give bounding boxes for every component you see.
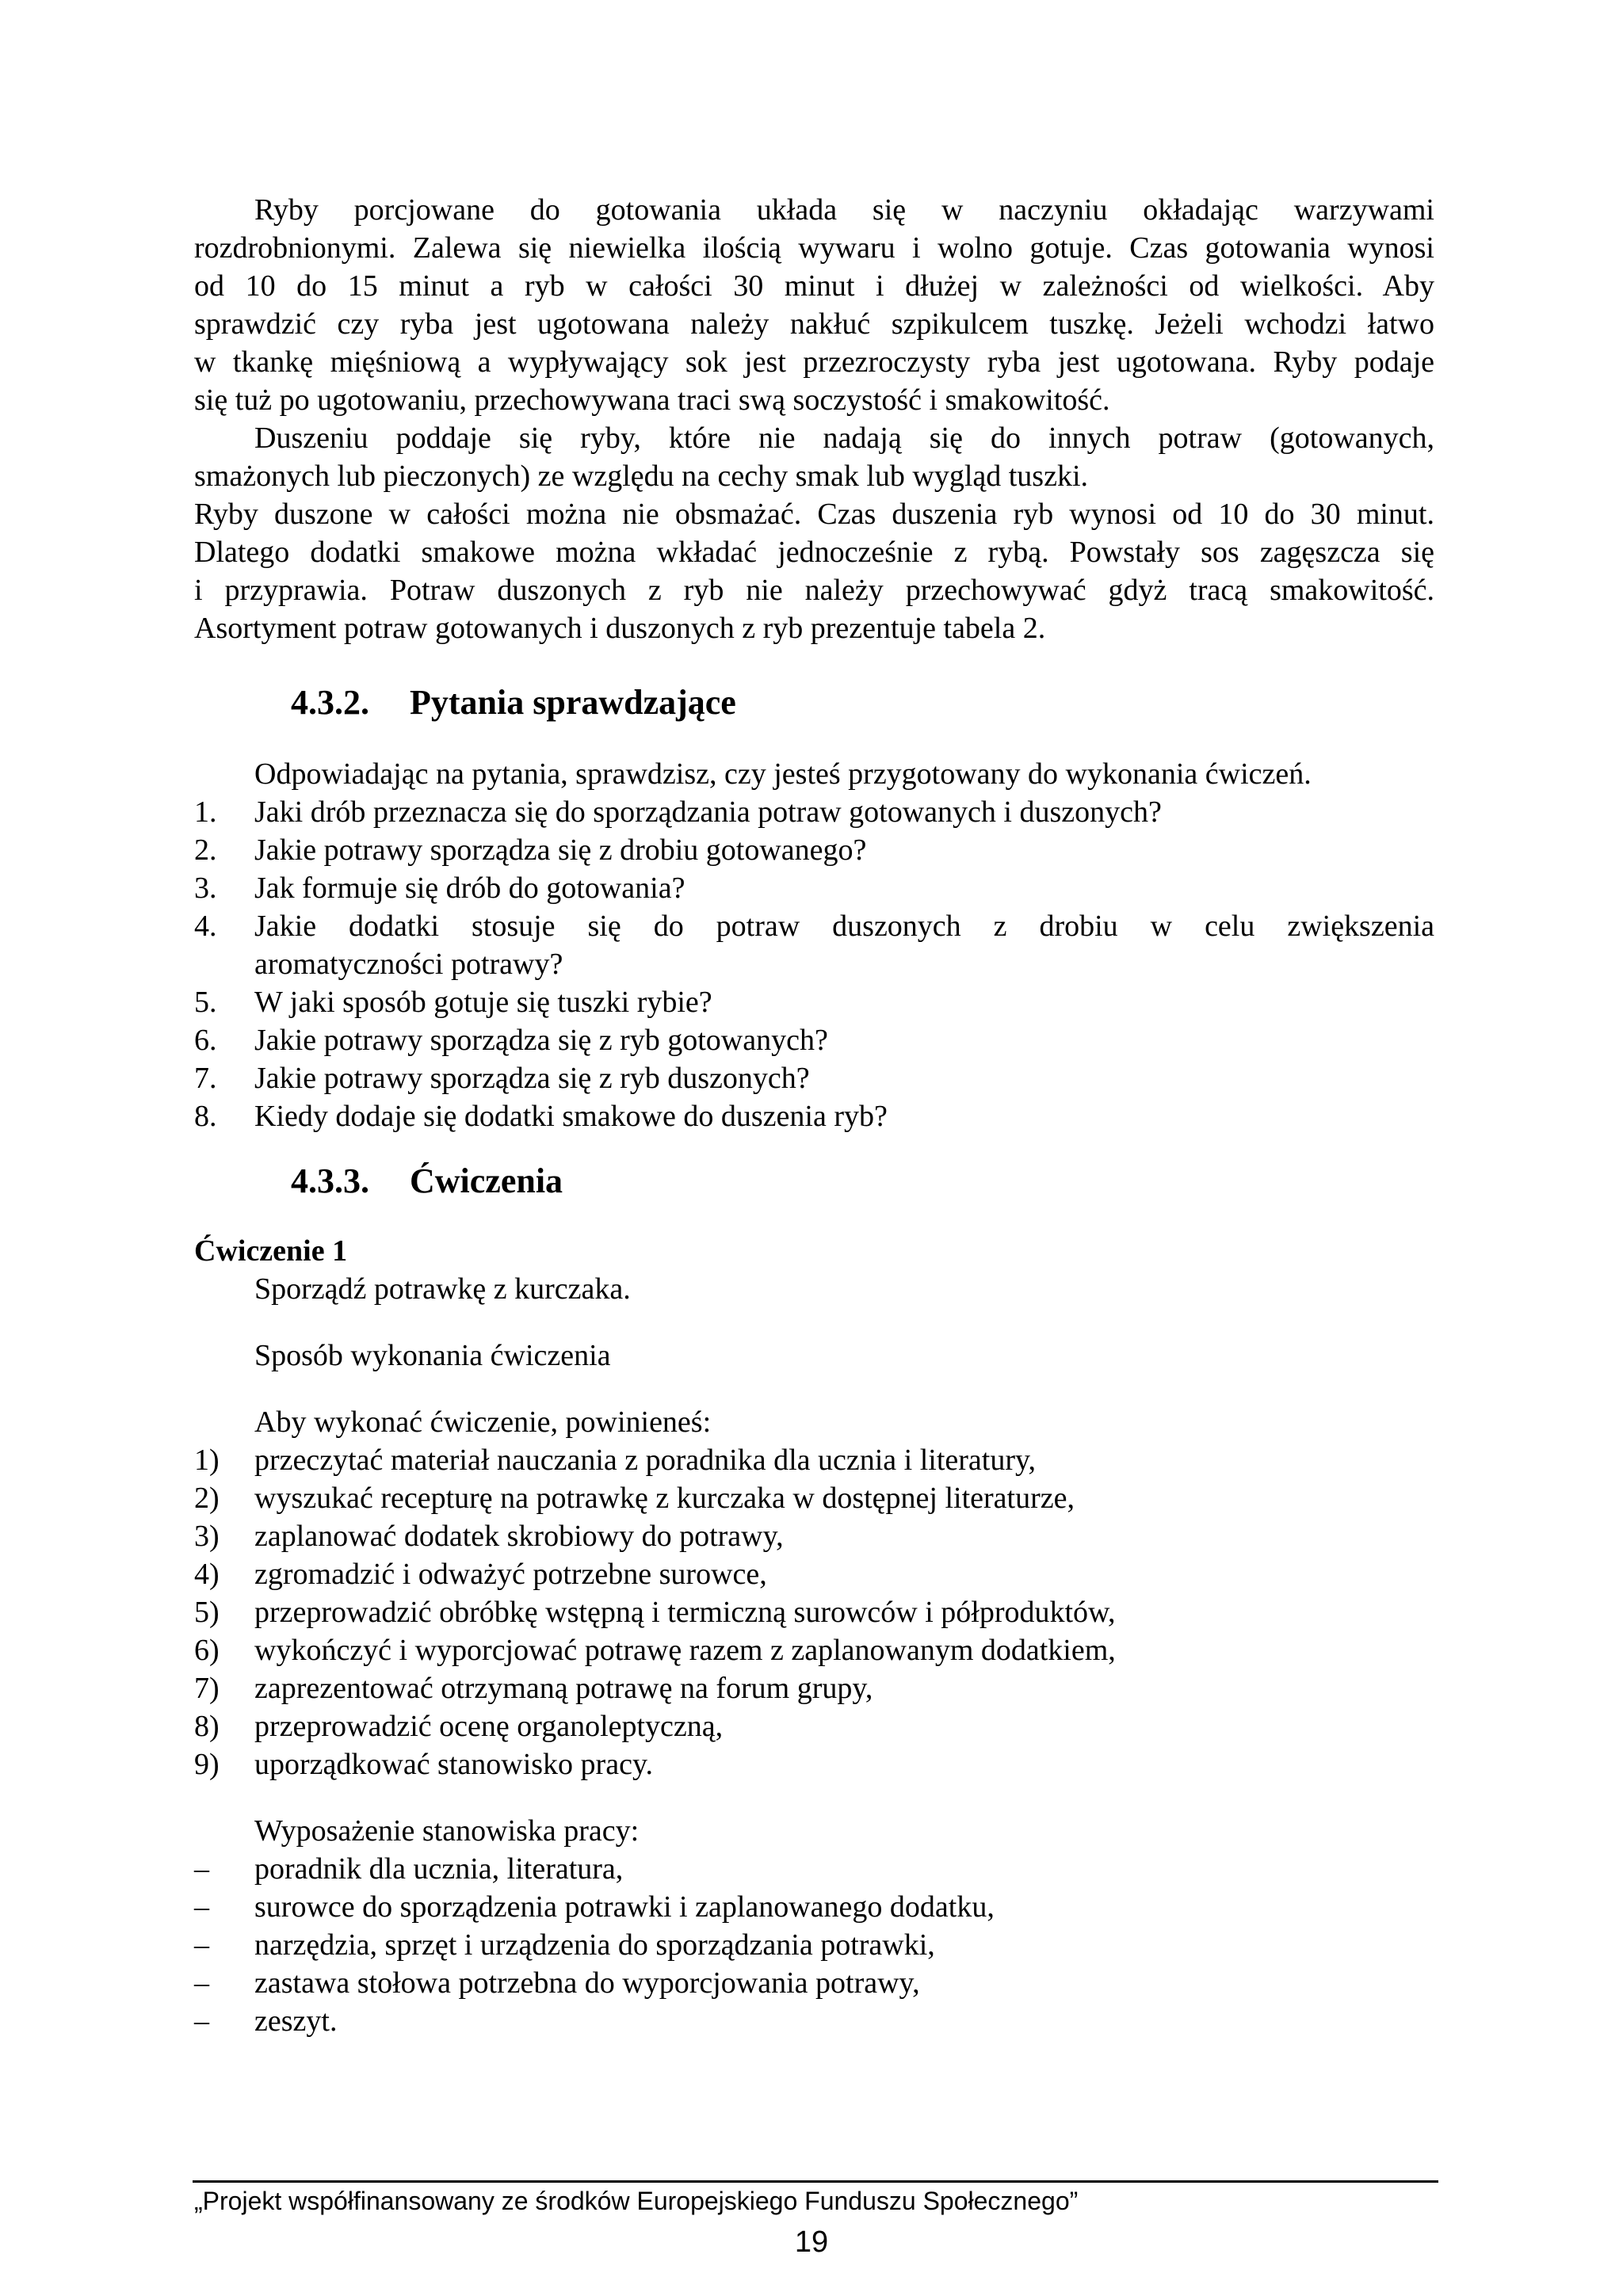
list-text: wykończyć i wyporcjować potrawę razem z zaplanowanym dodatkiem, [254,1634,1116,1667]
list-text: poradnik dla ucznia, literatura, [254,1852,624,1886]
list-item [194,1850,1434,1888]
list-item [194,983,1434,1021]
exercise-title: Ćwiczenie 1 [194,1234,348,1268]
list-item [194,831,1434,869]
intro-paragraph-2 [194,419,1434,495]
list-text: przeprowadzić ocenę organoleptyczną, [254,1710,724,1743]
list-text: zeszyt. [254,2004,338,2038]
list-marker: 8. [194,1100,217,1133]
dash-marker: – [194,1966,209,2000]
footer-divider [193,2180,1438,2183]
list-item [194,1631,1434,1669]
list-text: Jakie potrawy sporządza się z ryb duszonych? [254,1062,810,1095]
list-marker: 3. [194,871,217,905]
list-text: zaprezentować otrzymaną potrawę na forum grupy, [254,1672,873,1705]
list-item [194,1555,1434,1593]
list-item [194,2002,1434,2040]
list-marker: 1. [194,795,217,829]
list-item [194,1021,1434,1059]
list-text-line: Jakie dodatki stosuje się do potraw duszonych z drobiu w celu zwiększenia [254,910,1434,943]
text-line: sprawdzić czy ryba jest ugotowana należy nakłuć szpikulcem tuszkę. Jeżeli wchodzi łatwo [194,307,1434,341]
list-item [194,1517,1434,1555]
list-item [194,869,1434,907]
section-heading-433 [291,1159,1434,1203]
list-text-line: aromatyczności potrawy? [254,948,563,981]
list-marker: 2) [194,1482,220,1515]
footer-text: „Projekt współfinansowany ze środków Europejskiego Funduszu Społecznego” [194,2187,1079,2215]
list-marker: 3) [194,1520,220,1553]
text-line: smażonych lub pieczonych) ze względu na cechy smak lub wygląd tuszki. [194,460,1089,493]
page-content [194,191,1434,2040]
list-item [194,1964,1434,2002]
list-text: zgromadzić i odważyć potrzebne surowce, [254,1558,767,1591]
list-item [194,1097,1434,1135]
steps-list [194,1441,1434,1783]
list-text: zaplanować dodatek skrobiowy do potrawy, [254,1520,784,1553]
list-item [194,1479,1434,1517]
list-marker: 6) [194,1634,220,1667]
list-text: zastawa stołowa potrzebna do wyporcjowania potrawy, [254,1966,920,2000]
section-title: Pytania sprawdzające [410,683,736,722]
list-text: surowce do sporządzenia potrawki i zaplanowanego dodatku, [254,1890,995,1924]
list-text: Jakie potrawy sporządza się z drobiu gotowanego? [254,833,867,867]
list-text [254,907,1434,983]
list-marker: 5) [194,1596,220,1629]
exercise-task: Sporządź potrawkę z kurczaka. [254,1272,631,1306]
section-number: 4.3.2. [291,683,369,722]
dash-marker: – [194,2004,209,2038]
equipment-list [194,1850,1434,2040]
section-title: Ćwiczenia [410,1161,563,1200]
dash-marker: – [194,1852,209,1886]
text-line: w tkankę mięśniową a wypływający sok jest przezroczysty ryba jest ugotowana. Ryby podaje [194,345,1434,379]
text-line: od 10 do 15 minut a ryb w całości 30 minut i dłużej w zależności od wielkości. Aby [194,269,1434,303]
list-marker: 8) [194,1710,220,1743]
dash-marker: – [194,1928,209,1962]
list-text: przeprowadzić obróbkę wstępną i termiczną surowców i półproduktów, [254,1596,1116,1629]
list-marker: 9) [194,1748,220,1781]
list-marker: 1) [194,1444,220,1477]
text-line: się tuż po ugotowaniu, przechowywana traci swą soczystość i smakowitość. [194,383,1110,417]
list-item [194,1059,1434,1097]
questions-list [194,793,1434,1135]
list-item [194,1926,1434,1964]
steps-lead: Aby wykonać ćwiczenie, powinieneś: [254,1405,712,1439]
list-marker: 2. [194,833,217,867]
list-item [194,1707,1434,1745]
list-marker: 7) [194,1672,220,1705]
list-text: Jak formuje się drób do gotowania? [254,871,685,905]
text-line: i przyprawia. Potraw duszonych z ryb nie należy przechowywać gdyż tracą smakowitość. [194,574,1434,607]
list-item [194,1669,1434,1707]
text-line: Asortyment potraw gotowanych i duszonych z ryb prezentuje tabela 2. [194,612,1046,645]
list-marker: 4. [194,910,217,943]
list-text: Kiedy dodaje się dodatki smakowe do duszenia ryb? [254,1100,888,1133]
questions-lead: Odpowiadając na pytania, sprawdzisz, czy jesteś przygotowany do wykonania ćwiczeń. [254,757,1312,791]
text-line: Dlatego dodatki smakowe można wkładać jednocześnie z rybą. Powstały sos zagęszcza się [194,536,1434,569]
list-text: uporządkować stanowisko pracy. [254,1748,653,1781]
list-marker: 4) [194,1558,220,1591]
page-number: 19 [794,2225,829,2259]
list-text: przeczytać materiał nauczania z poradnika dla ucznia i literatury, [254,1444,1037,1477]
intro-paragraph-3 [194,495,1434,647]
section-number: 4.3.3. [291,1161,369,1200]
section-heading-432 [291,681,1434,725]
list-text: Jaki drób przeznacza się do sporządzania potraw gotowanych i duszonych? [254,795,1162,829]
list-item [194,907,1434,983]
list-item [194,1593,1434,1631]
equipment-lead: Wyposażenie stanowiska pracy: [254,1814,640,1848]
dash-marker: – [194,1890,209,1924]
method-heading: Sposób wykonania ćwiczenia [254,1339,611,1372]
text-line: Ryby porcjowane do gotowania układa się w naczyniu okładając warzywami [254,193,1434,227]
list-marker: 5. [194,986,217,1019]
list-item [194,1441,1434,1479]
list-item [194,1745,1434,1783]
text-line: Ryby duszone w całości można nie obsmażać. Czas duszenia ryb wynosi od 10 do 30 minut. [194,498,1434,531]
list-text: W jaki sposób gotuje się tuszki rybie? [254,986,712,1019]
text-line: rozdrobnionymi. Zalewa się niewielka ilością wywaru i wolno gotuje. Czas gotowania wynosi [194,231,1434,265]
list-item [194,1888,1434,1926]
list-marker: 6. [194,1024,217,1057]
list-text: wyszukać recepturę na potrawkę z kurczaka w dostępnej literaturze, [254,1482,1075,1515]
list-marker: 7. [194,1062,217,1095]
list-text: Jakie potrawy sporządza się z ryb gotowanych? [254,1024,828,1057]
intro-paragraph-1 [194,191,1434,419]
list-item [194,793,1434,831]
text-line: Duszeniu poddaje się ryby, które nie nadają się do innych potraw (gotowanych, [254,421,1434,455]
list-text: narzędzia, sprzęt i urządzenia do sporządzania potrawki, [254,1928,935,1962]
